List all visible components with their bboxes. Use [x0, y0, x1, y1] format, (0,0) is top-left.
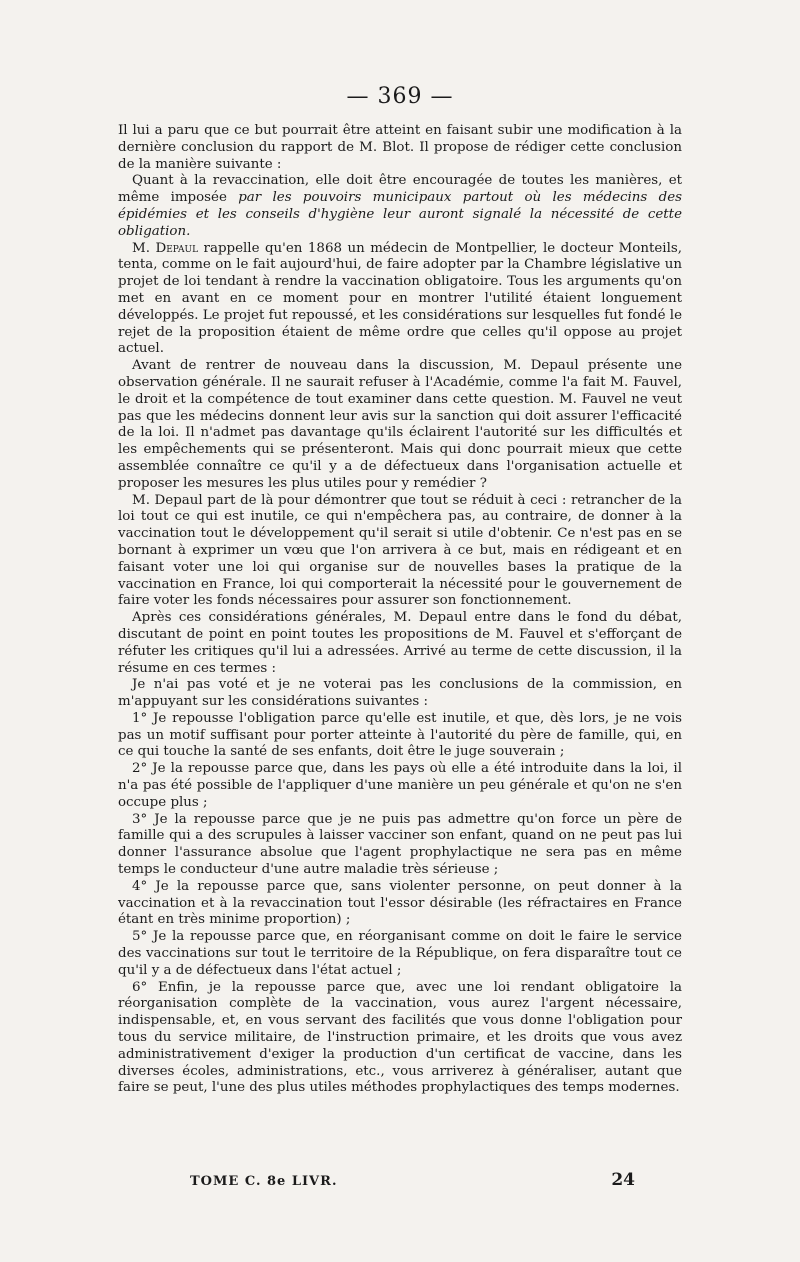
paragraph: 6° Enfin, je la repousse parce que, avec une loi rendant obligatoire la réorganisation complète de la vaccination, vous aurez l'argent nécessaire, indispensable, et, en vous servant des facilités que vous donne l'obligation pour tous du service militaire, de l'instruction primaire, et les droits que vous avez administrativement d'exiger la production d'un certificat de vaccine, dans les diverses écoles, administrations, etc., vous arriverez à généraliser, autant que faire se peut, l'une des plus utiles méthodes prophylactiques des temps modernes. [118, 979, 682, 1096]
paragraph: Après ces considérations générales, M. Depaul entre dans le fond du débat, discutant de point en point toutes les propositions de M. Fauvel et s'efforçant de réfuter les critiques qu'il lui a adressées. Arrivé au terme de cette discussion, il la résume en ces termes : [118, 610, 682, 676]
paragraph: Quant à la revaccination, elle doit être encouragée de toutes les manières, et même imposée par les pouvoirs municipaux partout où les médecins des épidémies et les conseils d'hygiène leur auront signalé la nécessité de cette obligation. [118, 173, 682, 239]
paragraph: 3° Je la repousse parce que je ne puis pas admettre qu'on force un père de famille qui a des scrupules à laisser vacciner son enfant, quand on ne peut pas lui donner l'assurance absolue que l'agent prophylactique ne sera pas en même temps le conducteur d'une autre maladie très sérieuse ; [118, 811, 682, 878]
signature-mark: TOME C. 8e LIVR. [190, 1174, 338, 1189]
paragraph: 4° Je la repousse parce que, sans violenter personne, on peut donner à la vaccination et à la revaccination tout l'essor désirable (les réfractaires en France étant en très minime proportion) ; [118, 878, 682, 928]
paragraph: 1° Je repousse l'obligation parce qu'elle est inutile, et que, dès lors, je ne vois pas un motif suffisant pour porter atteinte à l'autorité du père de famille, qui, en ce qui touche la santé de ses enfants, doit être le juge souverain ; [118, 710, 682, 760]
page-number: — 369 — [346, 84, 454, 109]
page-footer [190, 1170, 635, 1190]
sheet-number: 24 [611, 1170, 635, 1190]
paragraph: 5° Je la repousse parce que, en réorganisant comme on doit le faire le service des vaccinations sur tout le territoire de la République, on fera disparaître tout ce qu'il y a de défectueux dans l'état actuel ; [118, 929, 682, 978]
paragraph: 2° Je la repousse parce que, dans les pays où elle a été introduite dans la loi, il n'a pas été possible de l'appliquer d'une manière un peu générale et qu'on ne s'en occupe plus ; [118, 761, 682, 810]
paragraph: M. Depaul rappelle qu'en 1868 un médecin de Montpellier, le docteur Monteils, tenta, comme on le fait aujourd'hui, de faire adopter par la Chambre législative un projet de loi tendant à rendre la vaccination obligatoire. Tous les arguments qu'on met en avant en ce moment pour en montrer l'utilité étaient longuement développés. Le projet fut repoussé, et les considérations sur lesquelles fut fondé le rejet de la proposition étaient de même ordre que celles qu'il oppose au projet actuel. [118, 240, 682, 357]
paragraph: Je n'ai pas voté et je ne voterai pas les conclusions de la commission, en m'appuyant sur les considérations suivantes : [118, 677, 682, 710]
paragraph: M. Depaul part de là pour démontrer que tout se réduit à ceci : retrancher de la loi tout ce qui est inutile, ce qui n'empêchera pas, au contraire, de donner à la vaccination tout le développement qu'il serait si utile d'obtenir. Ce n'est pas en se bornant à exprimer un vœu que l'on arrivera à ce but, mais en rédigeant et en faisant voter une loi qui organise sur de nouvelles bases la pratique de la vaccination en France, loi qui comporterait la nécessité pour le gouvernement de faire voter les fonds nécessaires pour assurer son fonctionnement. [118, 492, 682, 609]
paragraph: Avant de rentrer de nouveau dans la discussion, M. Depaul présente une observation générale. Il ne saurait refuser à l'Académie, comme l'a fait M. Fauvel, le droit et la compétence de tout examiner dans cette question. M. Fauvel ne veut pas que les médecins donnent leur avis sur la sanction qui doit assurer l'efficacité de la loi. Il n'admet pas davantage qu'ils éclairent l'autorité sur les difficultés et les empêchements qui se présenteront. Mais qui donc pourrait mieux que cette assemblée connaître ce qu'il y a de défectueux dans l'organisation actuelle et proposer les mesures les plus utiles pour y remédier ? [118, 358, 682, 491]
body-text [118, 123, 682, 1097]
paragraph: Il lui a paru que ce but pourrait être atteint en faisant subir une modification à la dernière conclusion du rapport de M. Blot. Il propose de rédiger cette conclusion de la manière suivante : [118, 123, 682, 172]
